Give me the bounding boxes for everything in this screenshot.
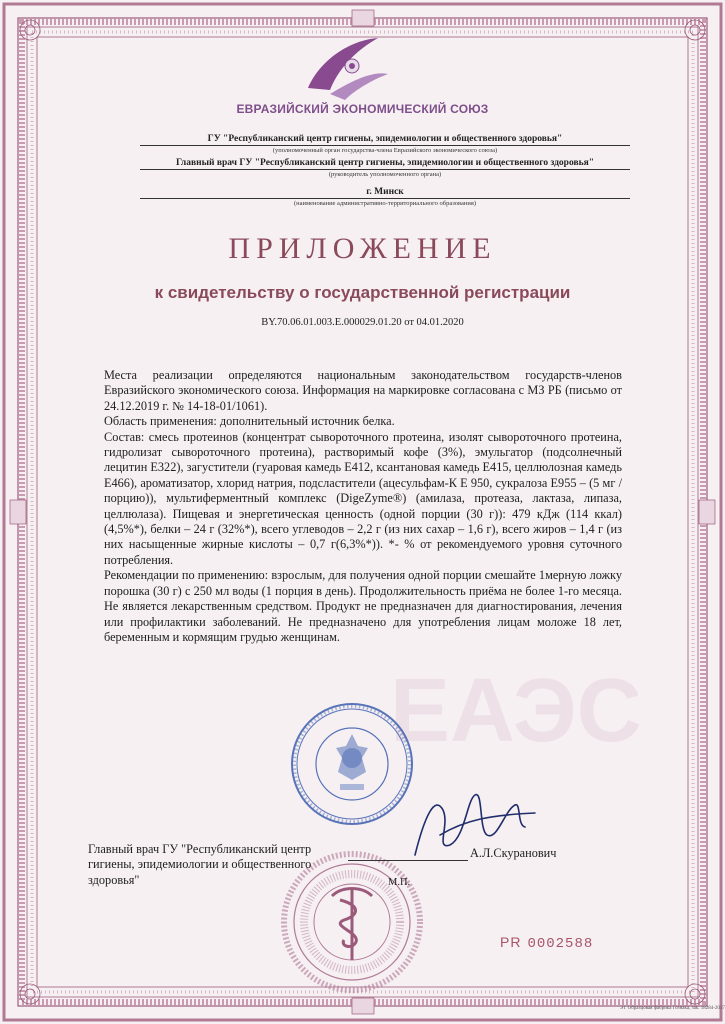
document-title: ПРИЛОЖЕНИЕ — [228, 232, 497, 265]
head-caption: (руководитель уполномоченного органа) — [328, 171, 442, 178]
issuing-body-caption: (уполномоченный орган государства-члена Евразийского экономического союза) — [272, 147, 498, 154]
signatory-name: А.Л.Скуранович — [470, 846, 557, 860]
printer-footer: ЭТ Образцовая фабрика Гознака, зак. 18284-2017 — [620, 1006, 725, 1011]
seal-place-label: М.П. — [388, 877, 411, 888]
document-body — [104, 368, 622, 645]
body-paragraph: Область применения: дополнительный источник белка. — [104, 414, 395, 429]
signatory-position: Главный врач ГУ "Республиканский центр гигиены, эпидемиологии и общественного здоровья" — [88, 842, 312, 887]
eaeu-emblem-icon — [300, 30, 395, 105]
document-subtitle: к свидетельству о государственной регистрации — [154, 283, 571, 302]
serial-prefix: PR — [500, 934, 522, 950]
city-caption: (наименование административно-территориального образования) — [293, 200, 476, 207]
body-paragraph: Состав: смесь протеинов (концентрат сывороточного протеина, изолят сывороточного протеина, гидролизат сывороточного протеина), растворимый кофе (3%), эмульгатор (подсолнечный лецитин Е322), загустители (гуаровая камедь Е412, ксантановая камедь Е415, целлюлозная камедь Е466), ароматизатор, хлорид натрия, подсластители (ацесульфам-К Е 950, сукралоза Е955 – (5 мг / порцию)), мультиферментный комплекс (DigeZyme®) (амилаза, протеаза, лактаза, липаза, целлюлаза). Пищевая и энергетическая ценность (одной порции (30 г)): 479 кДж (114 ккал) (4,5%*), белки – 24 г (32%*), всего углеводов – 2,2 г (из них сахар – 1,6 г), всего жиров – 1,4 г (из них насыщенные жирные кислоты – 0,7 г(6,3%*)). *- % от рекомендуемого уровня суточного потребления. — [104, 429, 622, 567]
body-paragraph: Места реализации определяются национальным законодательством государств-членов Евразийского экономического союза. Информация на маркировке согласована с МЗ РБ (письмо от 24.12.2019 г. № 14-18-01/1061). — [104, 368, 622, 413]
signature-line — [348, 860, 468, 861]
serial-digits: 0002588 — [527, 936, 594, 952]
registration-number: BY.70.06.01.003.Е.000029.01.20 от 04.01.2020 — [261, 317, 464, 328]
serial-number — [500, 934, 593, 952]
head-of-body: Главный врач ГУ "Республиканский центр гигиены, эпидемиологии и общественного здоровья" — [140, 157, 630, 170]
organization-name: ЕВРАЗИЙСКИЙ ЭКОНОМИЧЕСКИЙ СОЮЗ — [236, 102, 489, 116]
watermark-text: ЕАЭС — [390, 661, 642, 761]
city: г. Минск — [140, 186, 630, 199]
body-paragraph: Рекомендации по применению: взрослым, для получения одной порции смешайте 1мерную ложку порошка (30 г) с 250 мл воды (1 порция в день). Продолжительность приёма не более 1-го месяца. Не является лекарственным средством. Продукт не предназначен для диагностирования, лечения или профилактики заболеваний. Не предназначено для употребления лицам моложе 18 лет, беременным и кормящим грудью женщинам. — [104, 568, 622, 644]
issuing-body: ГУ "Республиканский центр гигиены, эпидемиологии и общественного здоровья" — [140, 133, 630, 146]
